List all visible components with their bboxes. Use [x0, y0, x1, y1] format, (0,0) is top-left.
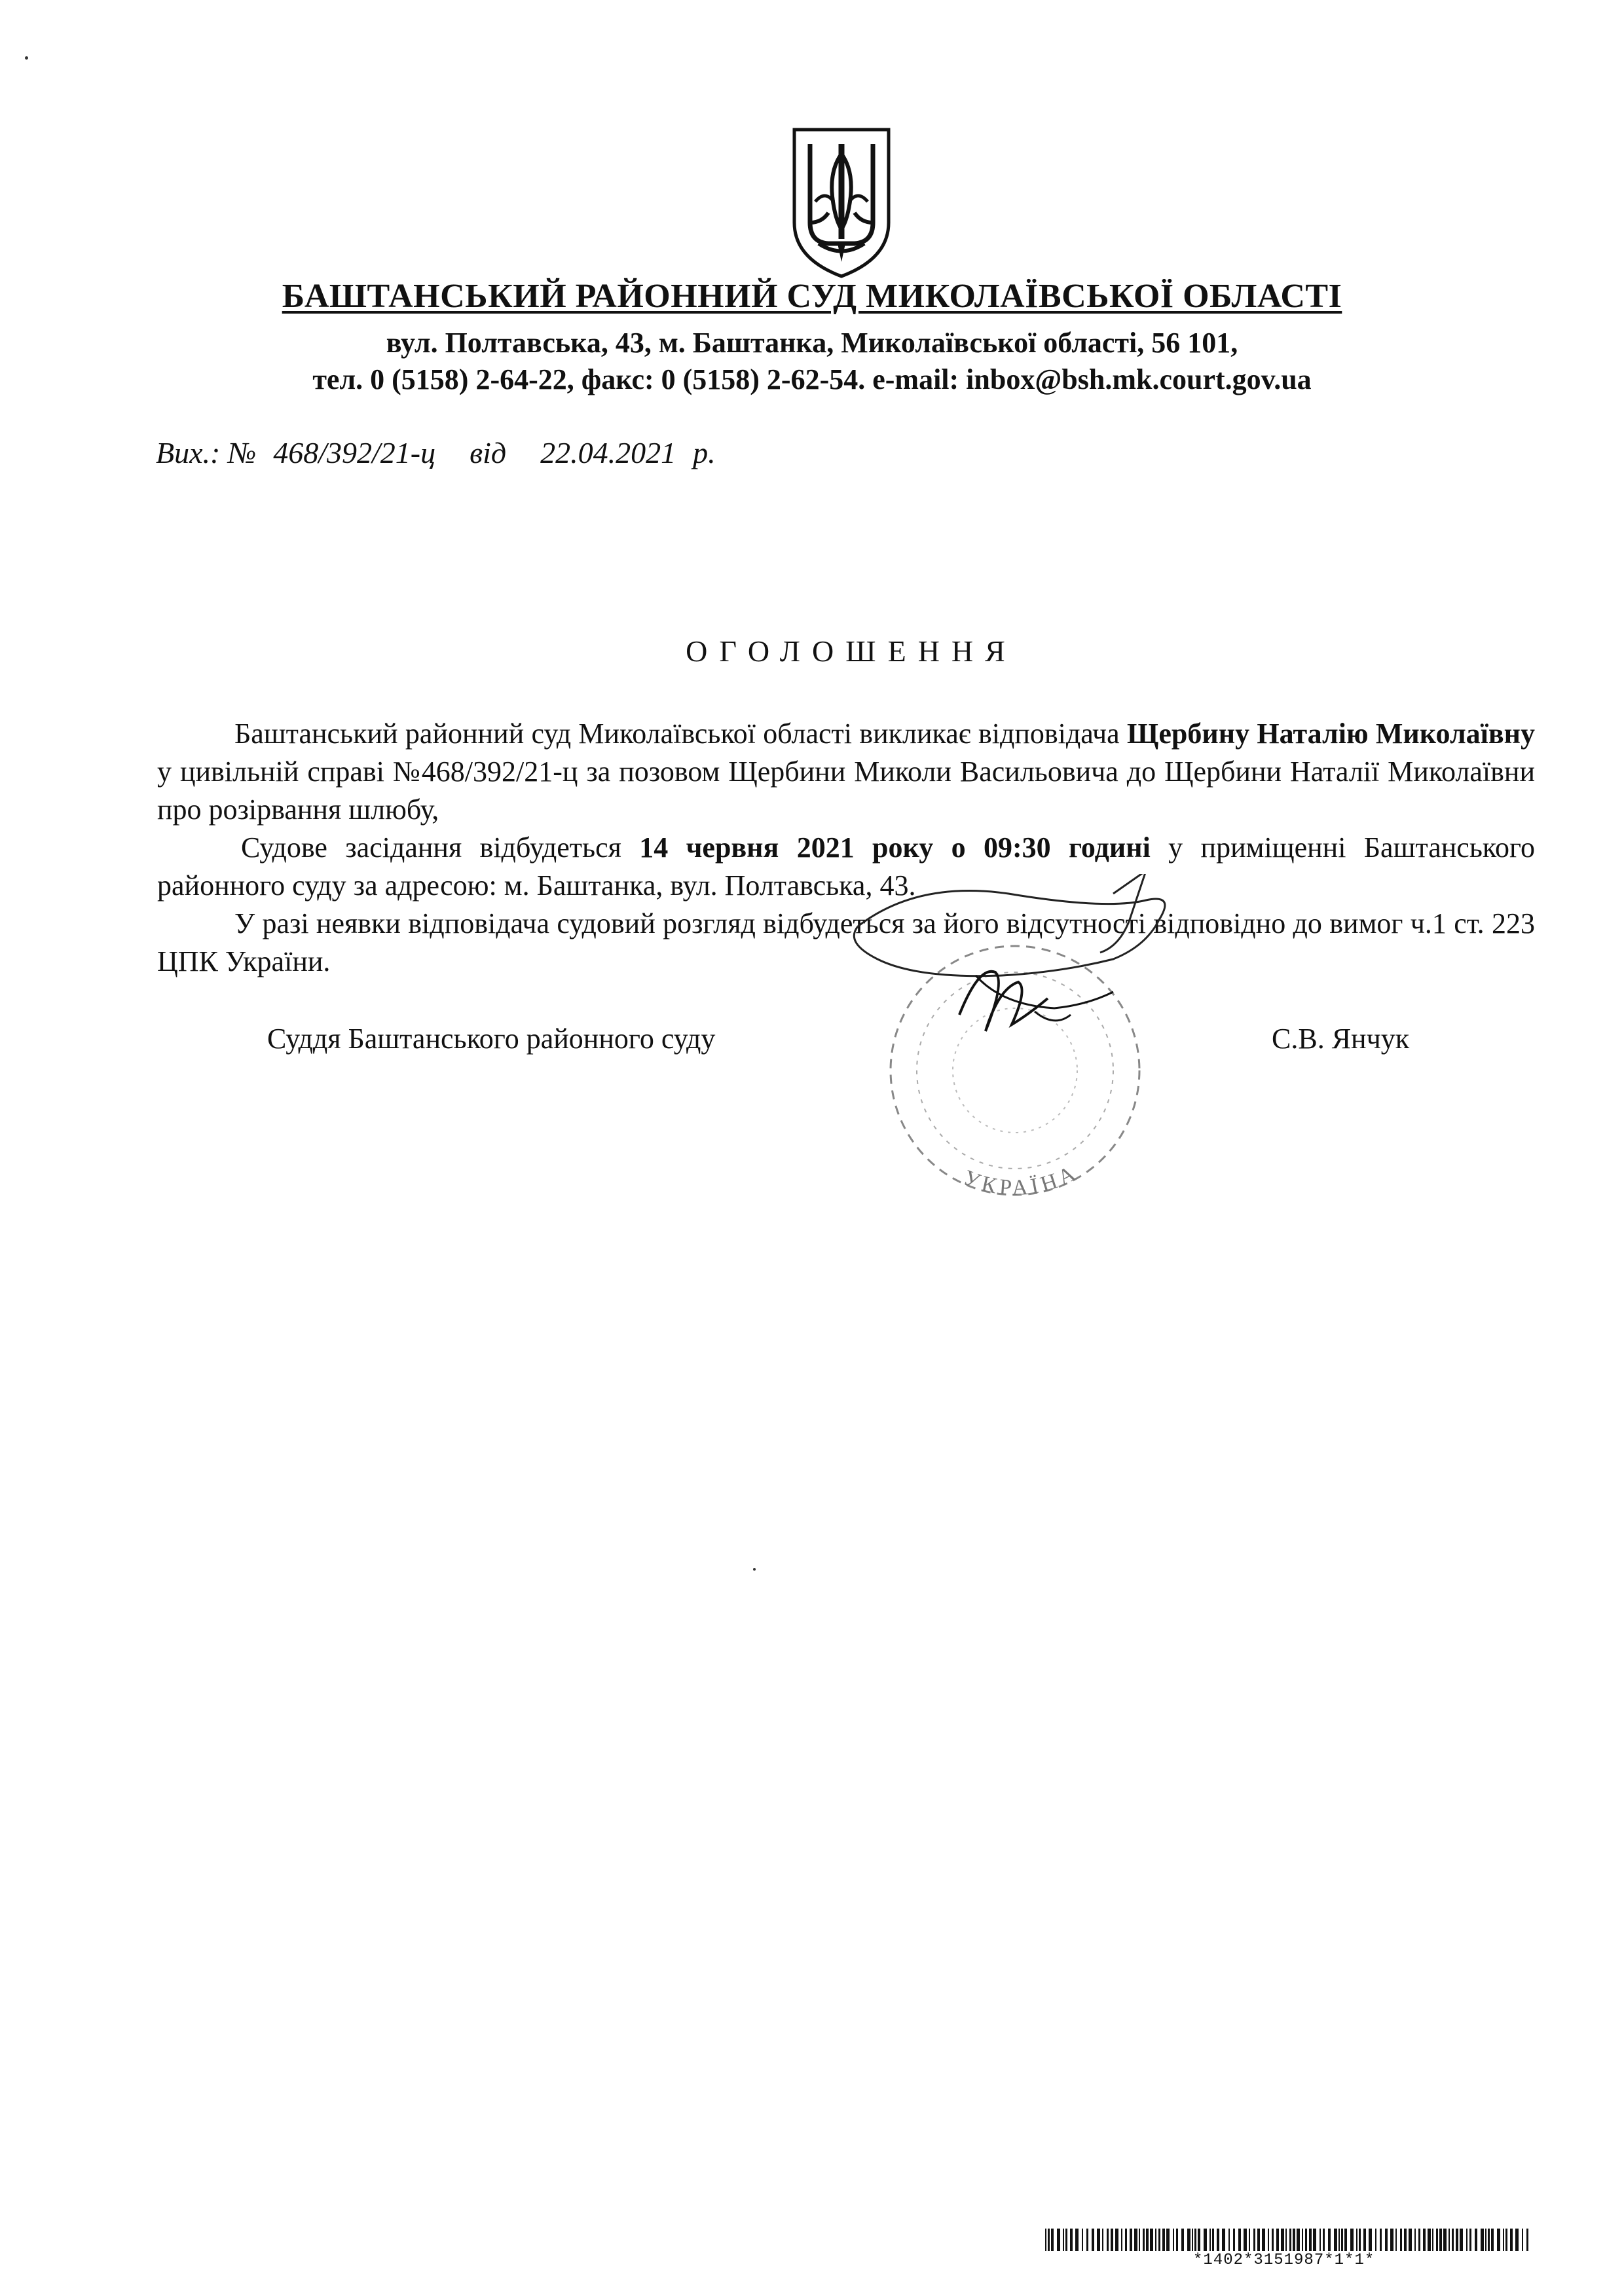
- barcode-bar: [1276, 2229, 1279, 2251]
- barcode-bar: [1522, 2229, 1523, 2251]
- barcode-bar: [1302, 2229, 1303, 2251]
- barcode-bar: [1395, 2229, 1397, 2251]
- paragraph-text: у цивільній справі №468/392/21-ц за позовом Щербини Миколи Васильовича до Щербини Наталії Миколаївни про розірвання шлюбу,: [157, 756, 1535, 826]
- outgoing-date: 22.04.2021: [540, 436, 676, 469]
- barcode-bar: [1222, 2229, 1225, 2251]
- paragraph-text: Баштанський районний суд Миколаївської області викликає відповідача: [234, 718, 1128, 750]
- court-address: вул. Полтавська, 43, м. Баштанка, Миколаївської області, 56 101,: [386, 327, 1238, 359]
- barcode-bar: [1497, 2229, 1500, 2251]
- paragraph-text: у приміщенні Баштанського районного суду за адресою: м. Баштанка, вул. Полтавська, 43.: [157, 831, 1535, 902]
- barcode-bar: [1268, 2229, 1269, 2251]
- barcode-bar: [1244, 2229, 1247, 2251]
- outgoing-from-label: від: [470, 436, 507, 469]
- barcode-bar: [1228, 2229, 1230, 2251]
- barcode-bar: [1257, 2229, 1260, 2251]
- barcode-bar: [1075, 2229, 1079, 2251]
- barcode-bar: [1423, 2229, 1426, 2251]
- announcement-title: ОГОЛОШЕННЯ: [686, 634, 1017, 668]
- barcode-bar: [1155, 2229, 1156, 2251]
- barcode-bar: [1051, 2229, 1054, 2251]
- barcode-bar: [1409, 2229, 1412, 2251]
- barcode-bar: [1439, 2229, 1442, 2251]
- barcode-bar: [1289, 2229, 1291, 2251]
- barcode-bar: [1380, 2229, 1382, 2251]
- barcode-bar: [1338, 2229, 1340, 2251]
- outgoing-reference: [156, 435, 716, 470]
- barcode-bar: [1194, 2229, 1196, 2251]
- barcode-bar: [1505, 2229, 1507, 2251]
- barcode-bar: [1375, 2229, 1376, 2251]
- outgoing-year-suffix: р.: [693, 436, 716, 469]
- barcode-bar: [1503, 2229, 1504, 2251]
- barcode-bar: [1233, 2229, 1235, 2251]
- barcode-bar: [1249, 2229, 1250, 2251]
- court-name: БАШТАНСЬКИЙ РАЙОННИЙ СУД МИКОЛАЇВСЬКОЇ ОБЛАСТІ: [282, 278, 1342, 315]
- barcode-bar: [1363, 2229, 1366, 2251]
- barcode-bar: [1443, 2229, 1447, 2251]
- barcode-bar: [1452, 2229, 1454, 2251]
- barcode-bar: [1385, 2229, 1388, 2251]
- barcode-bar: [1176, 2229, 1178, 2251]
- barcode-bar: [1130, 2229, 1132, 2251]
- barcode-bar: [1092, 2229, 1094, 2251]
- barcode-bar: [1253, 2229, 1255, 2251]
- outgoing-label: Вих.: №: [156, 436, 257, 469]
- barcode-bar: [1238, 2229, 1241, 2251]
- barcode-bar: [1150, 2229, 1153, 2251]
- barcode-bar: [1082, 2229, 1083, 2251]
- barcode-bar: [1460, 2229, 1463, 2251]
- barcode-bar: [1344, 2229, 1347, 2251]
- barcode-bar: [1125, 2229, 1127, 2251]
- barcode-bar: [1341, 2229, 1343, 2251]
- barcode-bar: [1146, 2229, 1149, 2251]
- barcode-bar: [1143, 2229, 1145, 2251]
- barcode-bar: [1111, 2229, 1113, 2251]
- barcode-bar: [1456, 2229, 1458, 2251]
- barcode-bar: [1262, 2229, 1265, 2251]
- barcode-bar: [1045, 2229, 1046, 2251]
- scan-speck: [753, 1568, 756, 1571]
- seal-text: УКРАЇНА: [960, 1159, 1083, 1201]
- barcode-bar: [1115, 2229, 1118, 2251]
- barcode-bar: [1466, 2229, 1467, 2251]
- barcode-bar: [1063, 2229, 1064, 2251]
- barcode-bar: [1485, 2229, 1486, 2251]
- barcode-bar: [1356, 2229, 1357, 2251]
- barcode-bar: [1102, 2229, 1103, 2251]
- svg-text:УКРАЇНА: [960, 1160, 1082, 1201]
- barcode-bar: [1390, 2229, 1393, 2251]
- barcode-bar: [1323, 2229, 1325, 2251]
- barcode-bar: [1166, 2229, 1170, 2251]
- barcode-bar: [1048, 2229, 1050, 2251]
- outgoing-number: 468/392/21-ц: [273, 436, 436, 469]
- court-seal-stamp: [838, 874, 1192, 1201]
- barcode-bar: [1057, 2229, 1060, 2251]
- barcode-bar: [1488, 2229, 1490, 2251]
- barcode-bar: [1510, 2229, 1513, 2251]
- barcode-bar: [1428, 2229, 1431, 2251]
- barcode-bar: [1272, 2229, 1274, 2251]
- barcode-bar: [1086, 2229, 1088, 2251]
- barcode-number: *1402*3151987*1*1*: [1193, 2251, 1375, 2269]
- barcode-bar: [1469, 2229, 1471, 2251]
- barcode-bar: [1369, 2229, 1372, 2251]
- barcode-bar: [1309, 2229, 1312, 2251]
- barcode-bar: [1449, 2229, 1450, 2251]
- barcode-bar: [1418, 2229, 1420, 2251]
- barcode-bar: [1121, 2229, 1122, 2251]
- barcode-bar: [1192, 2229, 1193, 2251]
- barcode-bar: [1328, 2229, 1331, 2251]
- paragraph-summons: [157, 715, 1535, 829]
- barcode-bar: [1515, 2229, 1519, 2251]
- barcode-bar: [1320, 2229, 1321, 2251]
- barcode-bar: [1359, 2229, 1361, 2251]
- barcode-bar: [1217, 2229, 1219, 2251]
- barcode-bar: [1070, 2229, 1073, 2251]
- barcode-bar: [1162, 2229, 1165, 2251]
- barcode-bar: [1173, 2229, 1174, 2251]
- barcode-bar: [1065, 2229, 1067, 2251]
- barcode-bar: [1209, 2229, 1211, 2251]
- barcode-bar: [1481, 2229, 1484, 2251]
- barcode-bar: [1432, 2229, 1433, 2251]
- barcode-bar: [1198, 2229, 1200, 2251]
- barcode-bar: [1313, 2229, 1316, 2251]
- court-contacts: тел. 0 (5158) 2-64-22, факс: 0 (5158) 2-62-54. e-mail: inbox@bsh.mk.court.gov.ua: [312, 363, 1312, 395]
- barcode-bar: [1491, 2229, 1494, 2251]
- barcode-bar: [1134, 2229, 1137, 2251]
- barcode-bar: [1475, 2229, 1477, 2251]
- barcode-bar: [1285, 2229, 1287, 2251]
- barcode-bar: [1281, 2229, 1284, 2251]
- barcode-bar: [1187, 2229, 1190, 2251]
- scan-speck: [25, 56, 28, 60]
- defendant-name: Щербину Наталію Миколаївну: [1127, 718, 1535, 750]
- hearing-datetime: 14 червня 2021 року о 09:30 годині: [639, 831, 1151, 864]
- barcode-bar: [1139, 2229, 1140, 2251]
- paragraph-text: Судове засідання відбудеться: [241, 831, 640, 864]
- barcode-bar: [1305, 2229, 1307, 2251]
- barcode-bar: [1350, 2229, 1354, 2251]
- barcode-bar: [1107, 2229, 1109, 2251]
- barcode-bar: [1404, 2229, 1407, 2251]
- barcode-bar: [1400, 2229, 1402, 2251]
- judge-name: С.В. Янчук: [1272, 1023, 1410, 1055]
- barcode-bar: [1181, 2229, 1184, 2251]
- barcode-bar: [1334, 2229, 1337, 2251]
- paragraph-absence: У разі неявки відповідача судовий розгляд відбудеться за його відсутності відповідно до вимог ч.1 ст. 223 ЦПК України.: [157, 907, 1535, 977]
- barcode-bar: [1414, 2229, 1416, 2251]
- barcode-bar: [1436, 2229, 1438, 2251]
- judge-position: Суддя Баштанського районного суду: [267, 1023, 716, 1055]
- barcode: [1045, 2229, 1530, 2251]
- barcode-bar: [1297, 2229, 1300, 2251]
- barcode-bar: [1158, 2229, 1160, 2251]
- coat-of-arms-icon: [789, 124, 894, 282]
- barcode-bar: [1204, 2229, 1207, 2251]
- barcode-bar: [1526, 2229, 1528, 2251]
- barcode-bar: [1293, 2229, 1295, 2251]
- barcode-bar: [1097, 2229, 1100, 2251]
- barcode-bar: [1212, 2229, 1214, 2251]
